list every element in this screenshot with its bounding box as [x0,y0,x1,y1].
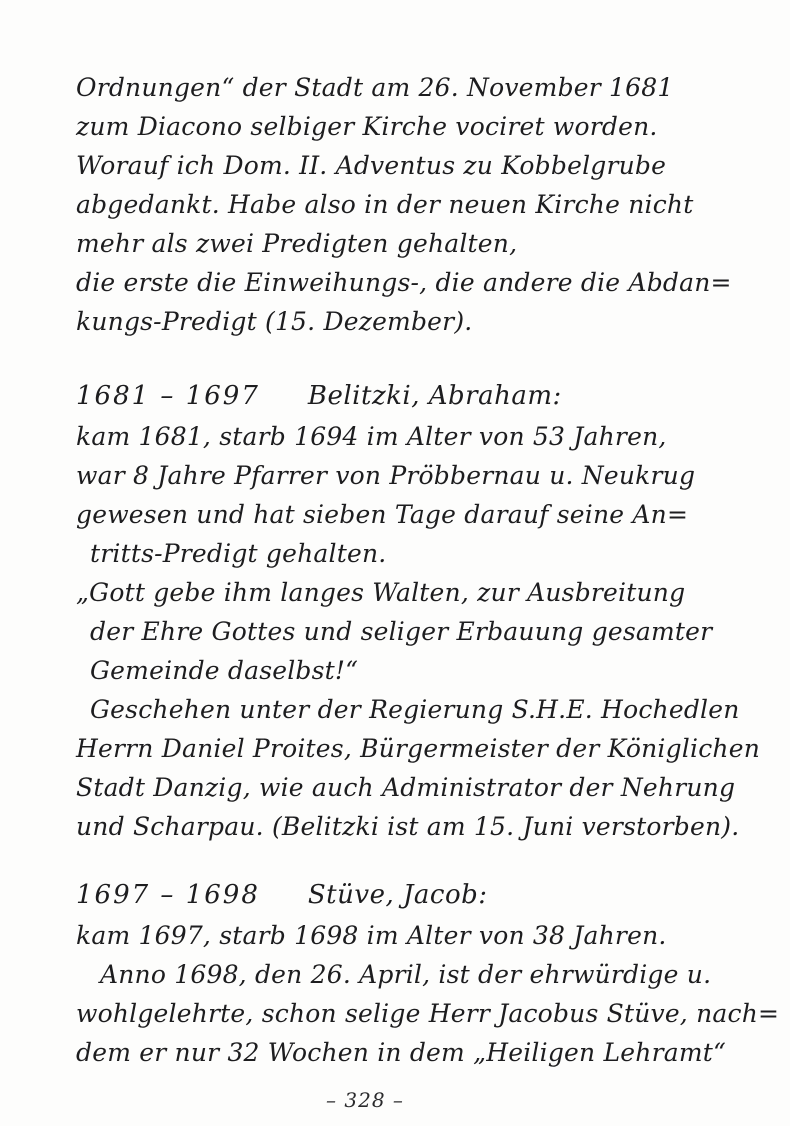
text-line: Worauf ich Dom. II. Adventus zu Kobbelgrube [76,151,667,180]
entry-heading [76,874,754,916]
text-line: kam 1697, starb 1698 im Alter von 38 Jahren. [76,921,667,950]
text-line: tritts-Predigt gehalten. [90,539,387,568]
entry-years: 1681 – 1697 [76,381,260,411]
entry-name: Belitzki, Abraham: [307,381,562,411]
entry-name: Stüve, Jacob: [307,880,488,910]
text-line: die erste die Einweihungs-, die andere die Abdan= [76,268,732,297]
text-line: zum Diacono selbiger Kirche vociret worden. [76,112,658,141]
text-line: Ordnungen“ der Stadt am 26. November 1681 [76,73,674,102]
text-line: abgedankt. Habe also in der neuen Kirche nicht [76,190,694,219]
text-line: Geschehen unter der Regierung S.H.E. Hochedlen [90,695,740,724]
text-line: war 8 Jahre Pfarrer von Pröbbernau u. Neukrug [76,461,696,490]
text-line: Gemeinde daselbst!“ [90,656,359,685]
intro-paragraph [76,68,754,341]
text-line: dem er nur 32 Wochen in dem „Heiligen Lehramt“ [76,1038,726,1067]
text-line: Herrn Daniel Proites, Bürgermeister der Königlichen [76,734,760,763]
pastor-entry-belitzki [76,375,760,846]
text-line: der Ehre Gottes und seliger Erbauung gesamter [90,617,713,646]
text-line: Anno 1698, den 26. April, ist der ehrwürdige u. [100,960,712,989]
text-line: gewesen und hat sieben Tage darauf seine An= [76,500,689,529]
text-line: „Gott gebe ihm langes Walten, zur Ausbreitung [76,578,686,607]
page-number: – 328 – [326,1088,404,1112]
entry-heading [76,375,754,417]
entry-years: 1697 – 1698 [76,880,260,910]
text-line: wohlgelehrte, schon selige Herr Jacobus Stüve, nach= [76,999,780,1028]
text-line: kam 1681, starb 1694 im Alter von 53 Jahren, [76,422,667,451]
text-line: mehr als zwei Predigten gehalten, [76,229,518,258]
text-line: Stadt Danzig, wie auch Administrator der Nehrung [76,773,736,802]
pastor-entry-stueve [76,874,780,1072]
text-line: kungs-Predigt (15. Dezember). [76,307,473,336]
text-line: und Scharpau. (Belitzki ist am 15. Juni verstorben). [76,812,740,841]
